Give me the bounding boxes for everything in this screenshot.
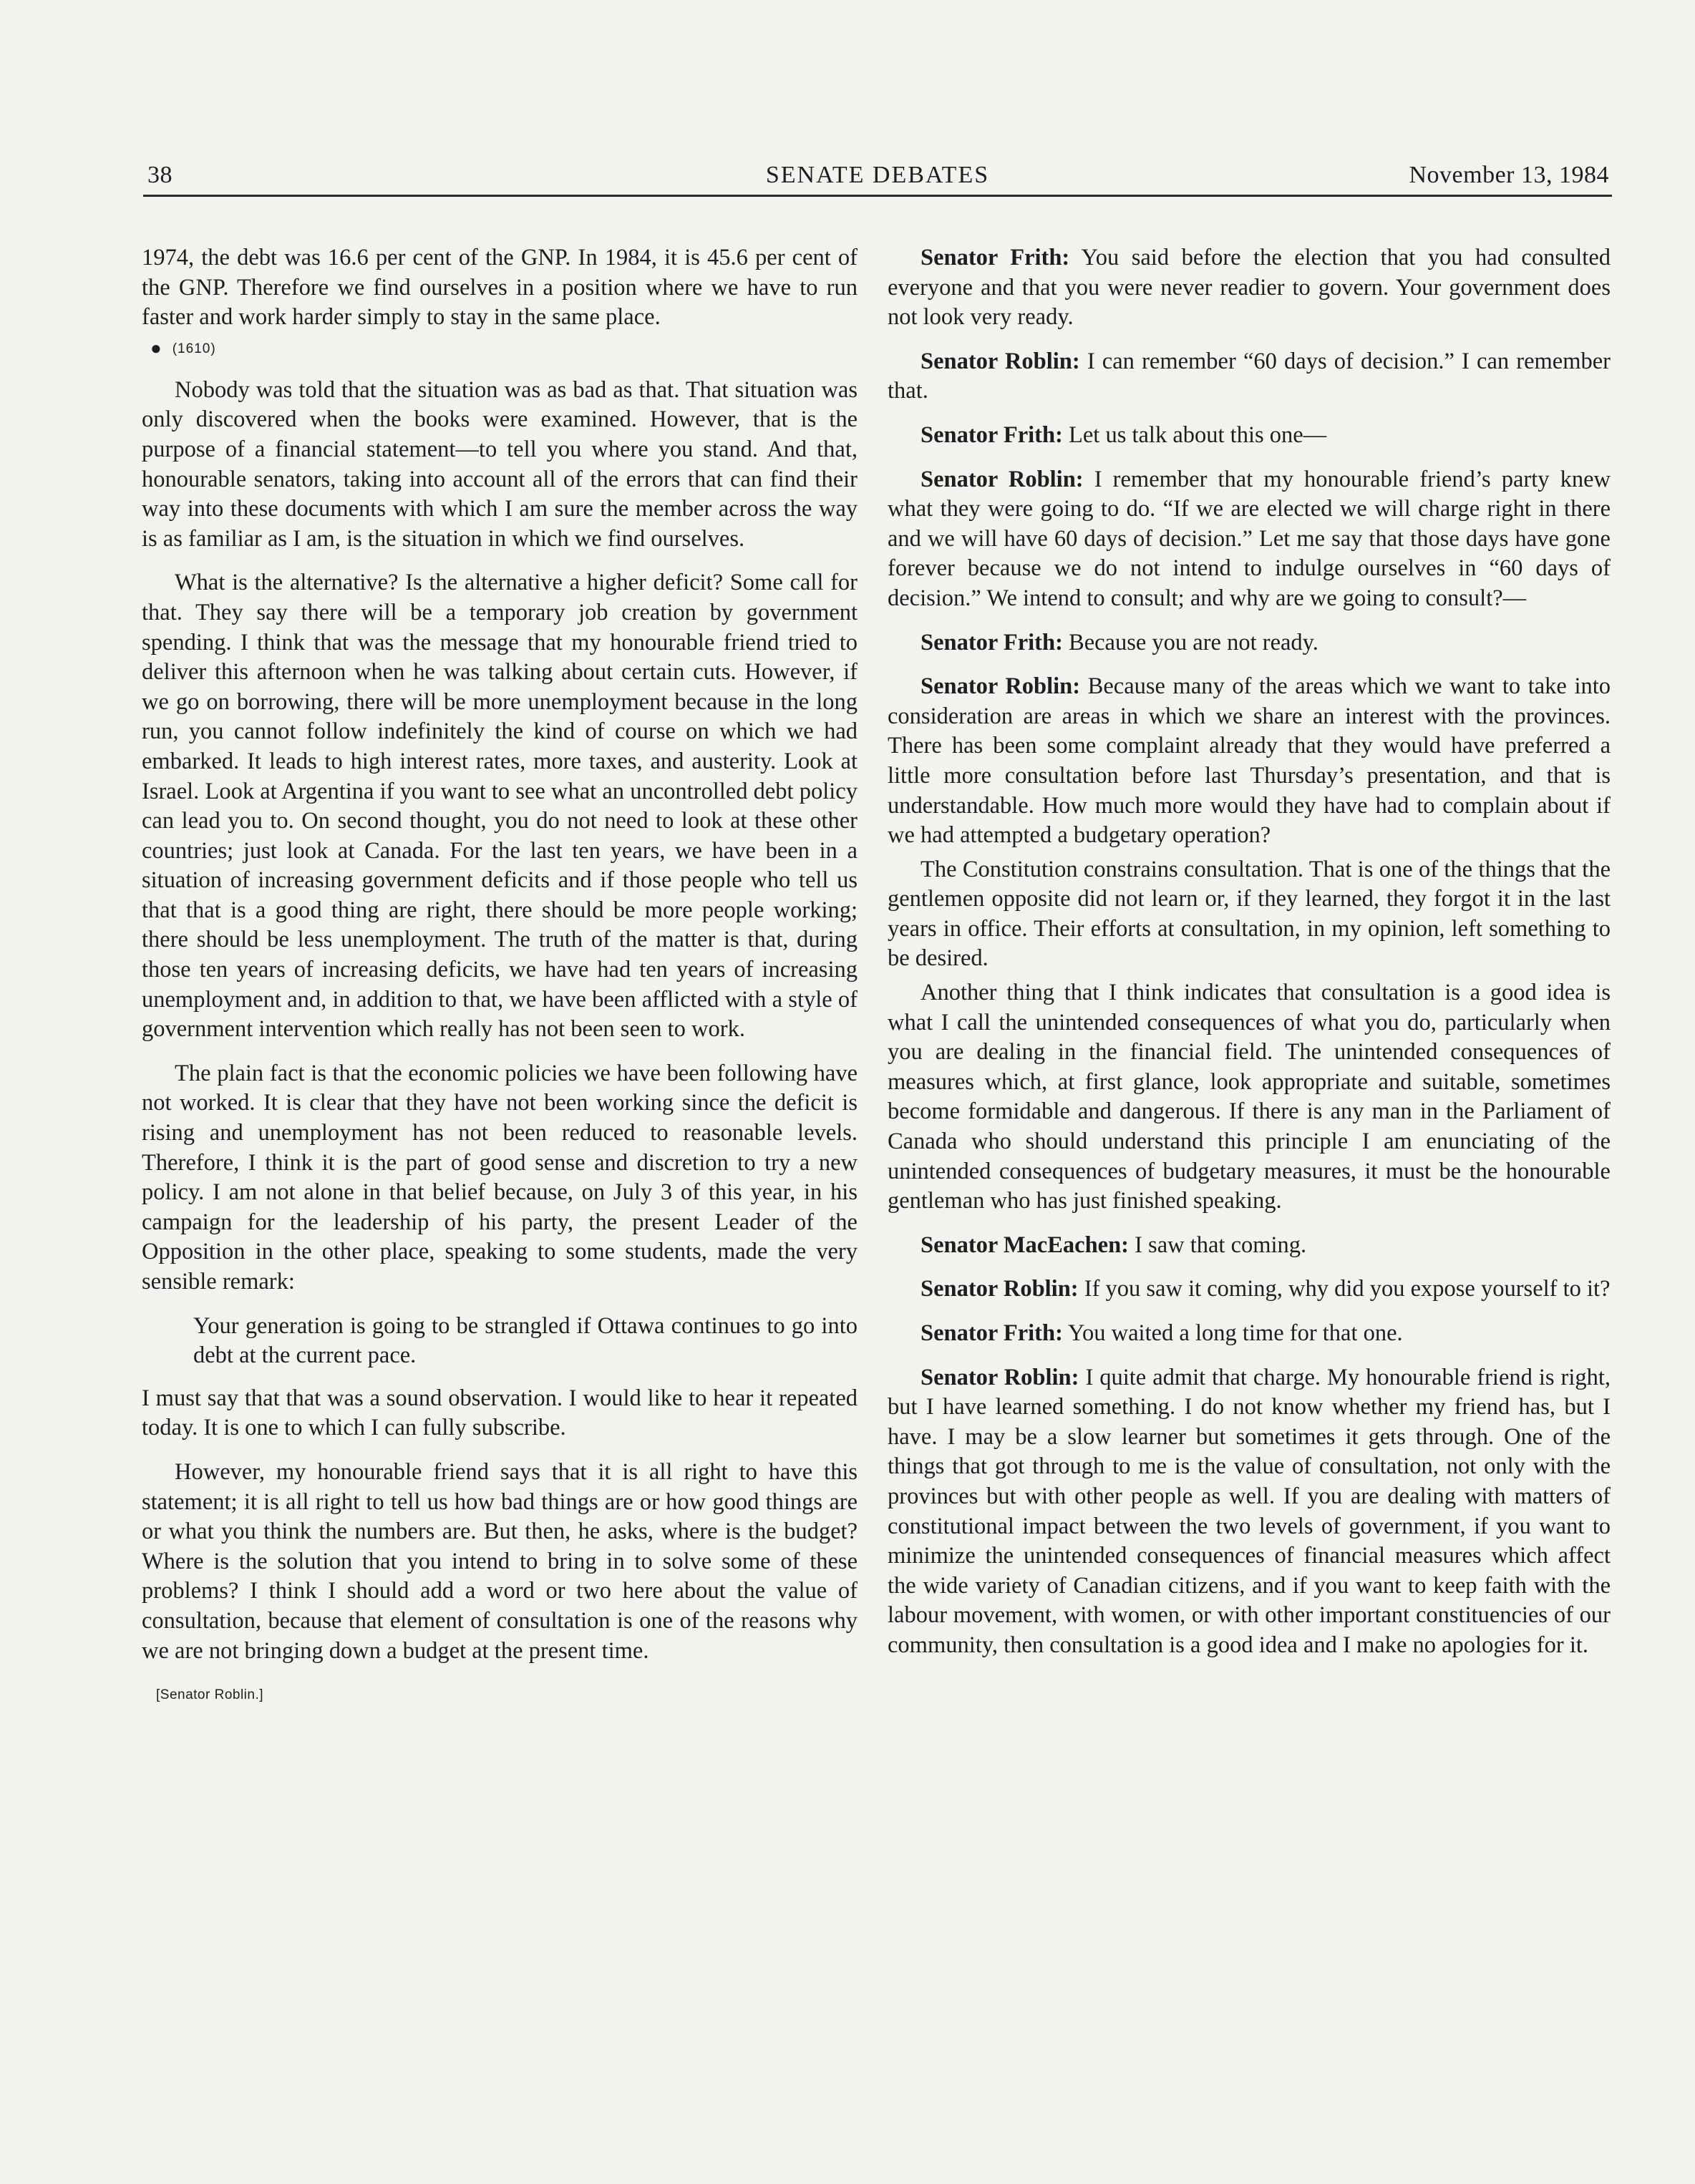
speaker-name: Senator Frith: — [921, 629, 1063, 655]
speech-entry — [888, 1231, 1611, 1261]
speech-text: Let us talk about this one— — [1069, 421, 1327, 448]
paragraph: I must say that that was a sound observation. I would like to hear it repeated today. It is one to which I can fully subscribe. — [142, 1385, 858, 1441]
speech-text: Because many of the areas which we want to take into consideration are areas in which we share an interest with the provinces. There has been some complaint already that they would have preferred a little more consultation before last Thursday’s presentation, and that is understandable. How much more would they have had to complain about if we had attempted a budgetary operation? — [888, 673, 1611, 849]
speaker-name: Senator MacEachen: — [921, 1232, 1129, 1258]
publication-date: November 13, 1984 — [1409, 162, 1609, 188]
left-column — [142, 243, 858, 1710]
speaker-attribution: [Senator Roblin.] — [156, 1687, 264, 1703]
bullet-icon: ● — [150, 336, 162, 359]
paragraph: The Constitution constrains consultation. That is one of the things that the gentlemen opposite did not learn or, if they learned, they forgot it in the last years in office. Their efforts at consultation, in my opinion, left something to be desired. — [888, 856, 1611, 972]
speaker-name: Senator Roblin: — [921, 673, 1081, 700]
speech-entry — [888, 1274, 1611, 1305]
page-number: 38 — [147, 162, 173, 188]
speech-text: Because you are not ready. — [1069, 629, 1318, 655]
paragraph: What is the alternative? Is the alternative a higher deficit? Some call for that. They say there will be a temporary job creation by government spending. I think that was the message that my honourable friend tried to deliver this afternoon when he was talking about certain cuts. However, if we go on borrowing, there will be more unemployment because in the long run, you cannot follow indefinitely the kind of course on which we had embarked. It leads to high interest rates, more taxes, and austerity. Look at Israel. Look at Argentina if you want to see what an uncontrolled debt policy can lead you to. On second thought, you do not need to look at these other countries; just look at Canada. For the last ten years, we have been in a situation of increasing government deficits and if those people who tell us that that is a good thing are right, there should be more people working; there should be less unemployment. The truth of the matter is that, during those ten years of increasing deficits, we have had ten years of increasing unemployment and, in addition to that, we have been afflicted with a style of government intervention which really has not been seen to work. — [142, 570, 858, 1043]
speaker-name: Senator Frith: — [921, 245, 1070, 270]
speech-text: I remember that my honourable friend’s party knew what they were going to do. “If we are elected we will charge right in there and we will have 60 days of decision.” Let me say that those days have gone forever because we do not intend to indulge ourselves in “60 days of decision.” We intend to consult; and why are we going to consult?— — [888, 466, 1611, 611]
publication-title: SENATE DEBATES — [765, 162, 990, 188]
paragraph: 1974, the debt was 16.6 per cent of the GNP. In 1984, it is 45.6 per cent of the GNP. Therefore we find ourselves in a position where we have to run faster and work harder simply to stay in the same place. — [142, 245, 858, 331]
speech-text: You said before the election that you had consulted everyone and that you were never readier to govern. Your government does not look very ready. — [888, 245, 1611, 331]
right-column — [888, 243, 1611, 1675]
speaker-name: Senator Roblin: — [921, 348, 1080, 374]
speech-text: I can remember “60 days of decision.” I can remember that. — [888, 348, 1611, 404]
speaker-name: Senator Roblin: — [921, 1364, 1079, 1390]
speaker-name: Senator Roblin: — [921, 1276, 1079, 1302]
paragraph: Another thing that I think indicates that consultation is a good idea is what I call the unintended consequences of what you do, particularly when you are dealing in the financial field. The unintended consequences of measures which, at first glance, look appropriate and suitable, sometimes become formidable and dangerous. If there is any man in the Parliament of Canada who should understand this principle I am enunciating of the unintended consequences of budgetary measures, it must be the honourable gentleman who has just finished speaking. — [888, 980, 1611, 1214]
time-marker — [150, 337, 858, 360]
page-header — [143, 159, 1612, 197]
speaker-name: Senator Frith: — [921, 1320, 1063, 1346]
speech-entry — [888, 465, 1611, 614]
paragraph: However, my honourable friend says that it is all right to have this statement; it is all right to tell us how bad things are or how good things are or what you think the numbers are. But then, he asks, where is the budget? Where is the solution that you intend to bring in to solve some of these problems? I think I should add a word or two here about the value of consultation, because that element of consultation is one of the reasons why we are not bringing down a budget at the present time. — [142, 1458, 858, 1664]
speech-entry — [888, 1319, 1611, 1349]
speech-entry — [888, 347, 1611, 406]
speech-text: If you saw it coming, why did you expose yourself to it? — [1084, 1276, 1611, 1302]
speech-text: I quite admit that charge. My honourable friend is right, but I have learned something. I do not know whether my friend has, but I have. I may be a slow learner but sometimes it gets through. One of the things that got through to me is the value of consultation, not only with the provinces but with other people as well. If you are dealing with matters of constitutional impact between the two levels of government, if you want to minimize the unintended consequences of financial measures which affect the wide variety of Canadian citizens, and if you want to keep faith with the labour movement, with women, or with other important constituencies of our community, then consultation is a good idea and I make no apologies for it. — [888, 1364, 1611, 1658]
speech-entry — [888, 243, 1611, 333]
speech-entry — [888, 1363, 1611, 1661]
speech-text: You waited a long time for that one. — [1067, 1320, 1403, 1346]
quotation: Your generation is going to be strangled if Ottawa continues to go into debt at the current pace. — [193, 1312, 858, 1369]
speech-entry — [888, 628, 1611, 658]
speech-entry — [888, 672, 1611, 851]
speech-entry — [888, 421, 1611, 451]
speaker-name: Senator Roblin: — [921, 466, 1084, 492]
time-marker-text: (1610) — [172, 341, 216, 356]
paragraph: The plain fact is that the economic policies we have been following have not worked. It is clear that they have not been working since the deficit is rising and unemployment has not been reduced to reasonable levels. Therefore, I think it is the part of good sense and discretion to try a new policy. I am not alone in that belief because, on July 3 of this year, in his campaign for the leadership of his party, the present Leader of the Opposition in the other place, speaking to some students, made the very sensible remark: — [142, 1060, 858, 1295]
speech-text: I saw that coming. — [1135, 1232, 1307, 1258]
speaker-name: Senator Frith: — [921, 421, 1063, 448]
paragraph: Nobody was told that the situation was as bad as that. That situation was only discovered when the books were examined. However, that is the purpose of a financial statement—to tell you where you stand. And that, honourable senators, taking into account all of the errors that can find their way into these documents with which I am sure the member across the way is as familiar as I am, is the situation in which we find ourselves. — [142, 376, 858, 552]
